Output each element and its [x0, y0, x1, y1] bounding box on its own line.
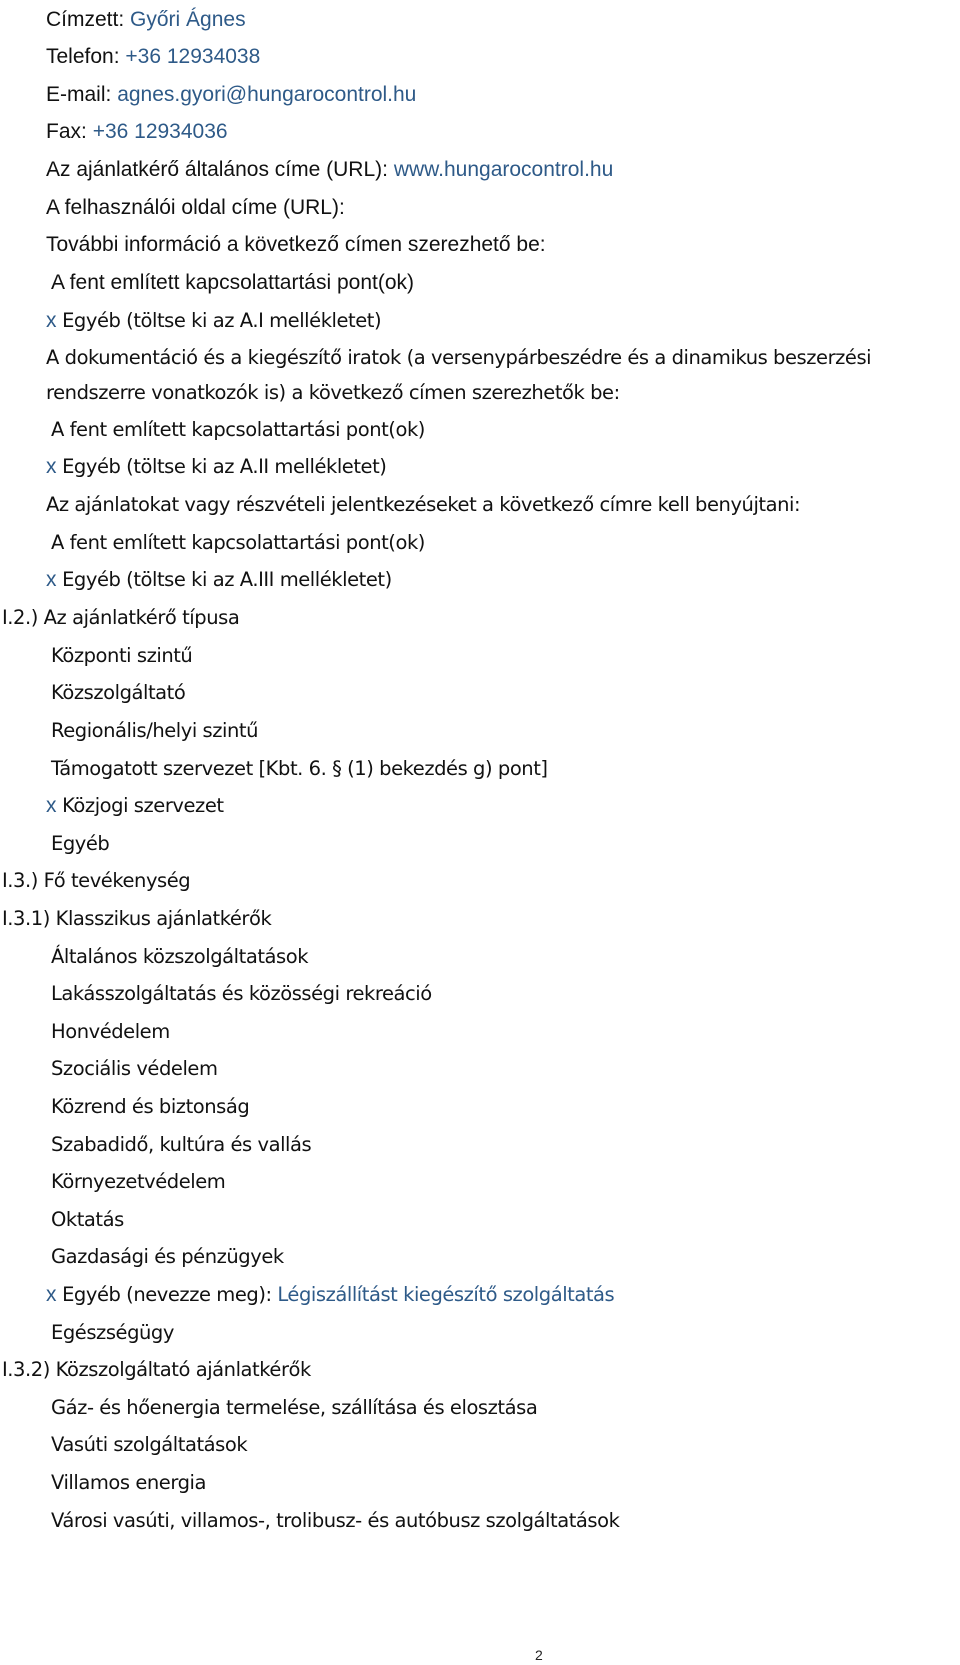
- section-1-3-title: I.3.) Fő tevékenység: [2, 869, 191, 892]
- submission-option-other: [46, 568, 392, 592]
- email-label: E-mail:: [46, 83, 118, 106]
- list-item-label: Közjogi szervezet: [62, 794, 224, 817]
- list-item: Gáz- és hőenergia termelése, szállítása és elosztása: [51, 1396, 538, 1419]
- list-item: Honvédelem: [51, 1020, 170, 1043]
- list-item: Támogatott szervezet [Kbt. 6. § (1) bekezdés g) pont]: [51, 757, 548, 780]
- checked-mark: x: [46, 794, 57, 817]
- url-label: Az ajánlatkérő általános címe (URL):: [46, 158, 394, 181]
- checked-mark: x: [46, 1283, 57, 1306]
- checked-mark: x: [46, 568, 57, 591]
- list-item: Lakásszolgáltatás és közösségi rekreáció: [51, 982, 432, 1005]
- list-item: Regionális/helyi szintű: [51, 719, 259, 742]
- user-url-label: A felhasználói oldal címe (URL):: [46, 196, 345, 219]
- documents-option-other: [46, 455, 386, 479]
- email-value: agnes.gyori@hungarocontrol.hu: [117, 83, 417, 106]
- list-item: Közszolgáltató: [51, 681, 186, 704]
- info-option-contact: A fent említett kapcsolattartási pont(ok): [51, 271, 415, 294]
- user-url-line: [46, 196, 345, 220]
- fax-label: Fax:: [46, 120, 93, 143]
- recipient-label: Címzett:: [46, 8, 131, 31]
- list-item: Városi vasúti, villamos-, trolibusz- és autóbusz szolgáltatások: [51, 1509, 620, 1532]
- fax-line: [46, 120, 228, 144]
- url-line: [46, 158, 613, 182]
- section-1-3-2-title: I.3.2) Közszolgáltató ajánlatkérők: [2, 1358, 311, 1381]
- list-item: Egészségügy: [51, 1321, 174, 1344]
- section-1-3-1-title: I.3.1) Klasszikus ajánlatkérők: [2, 907, 272, 930]
- submission-option-other-label: Egyéb (töltse ki az A.III mellékletet): [62, 568, 392, 591]
- phone-line: [46, 45, 260, 69]
- phone-value: +36 12934038: [125, 45, 261, 68]
- list-item: Oktatás: [51, 1208, 124, 1231]
- list-item: Közrend és biztonság: [51, 1095, 250, 1118]
- list-item: Villamos energia: [51, 1471, 206, 1494]
- list-item-checked: [46, 794, 224, 818]
- list-item: Környezetvédelem: [51, 1170, 226, 1193]
- list-item: Általános közszolgáltatások: [51, 945, 309, 968]
- list-item: Szabadidő, kultúra és vallás: [51, 1133, 312, 1156]
- submission-title: Az ajánlatokat vagy részvételi jelentkezéseket a következő címre kell benyújtani:: [46, 493, 801, 516]
- submission-option-contact: A fent említett kapcsolattartási pont(ok): [51, 531, 425, 554]
- info-option-other: [46, 309, 381, 333]
- url-value: www.hungarocontrol.hu: [393, 158, 614, 181]
- email-line: [46, 83, 416, 107]
- documents-option-other-label: Egyéb (töltse ki az A.II mellékletet): [62, 455, 387, 478]
- list-item: Gazdasági és pénzügyek: [51, 1245, 284, 1268]
- page-number: 2: [535, 1647, 543, 1663]
- checked-mark: x: [46, 455, 57, 478]
- documents-option-contact: A fent említett kapcsolattartási pont(ok): [51, 418, 425, 441]
- section-1-2-title: I.2.) Az ajánlatkérő típusa: [2, 606, 240, 629]
- documents-title-line2: rendszerre vonatkozók is) a következő címen szerezhetők be:: [46, 381, 620, 404]
- recipient-line: [46, 8, 246, 32]
- phone-label: Telefon:: [46, 45, 126, 68]
- list-item-label: Egyéb (nevezze meg):: [62, 1283, 278, 1306]
- list-item: Szociális védelem: [51, 1057, 218, 1080]
- documents-title-line1: A dokumentáció és a kiegészítő iratok (a versenypárbeszédre és a dinamikus beszerzési: [46, 346, 872, 369]
- info-title: További információ a következő címen szerezhető be:: [46, 233, 546, 256]
- checked-mark: x: [46, 309, 57, 332]
- fax-value: +36 12934036: [92, 120, 228, 143]
- other-activity-value: Légiszállítást kiegészítő szolgáltatás: [277, 1283, 615, 1306]
- info-option-other-label: Egyéb (töltse ki az A.I mellékletet): [62, 309, 382, 332]
- list-item-checked: [46, 1283, 614, 1307]
- list-item: Központi szintű: [51, 644, 193, 667]
- list-item: Vasúti szolgáltatások: [51, 1433, 248, 1456]
- list-item: Egyéb: [51, 832, 110, 855]
- recipient-value: Győri Ágnes: [130, 8, 246, 31]
